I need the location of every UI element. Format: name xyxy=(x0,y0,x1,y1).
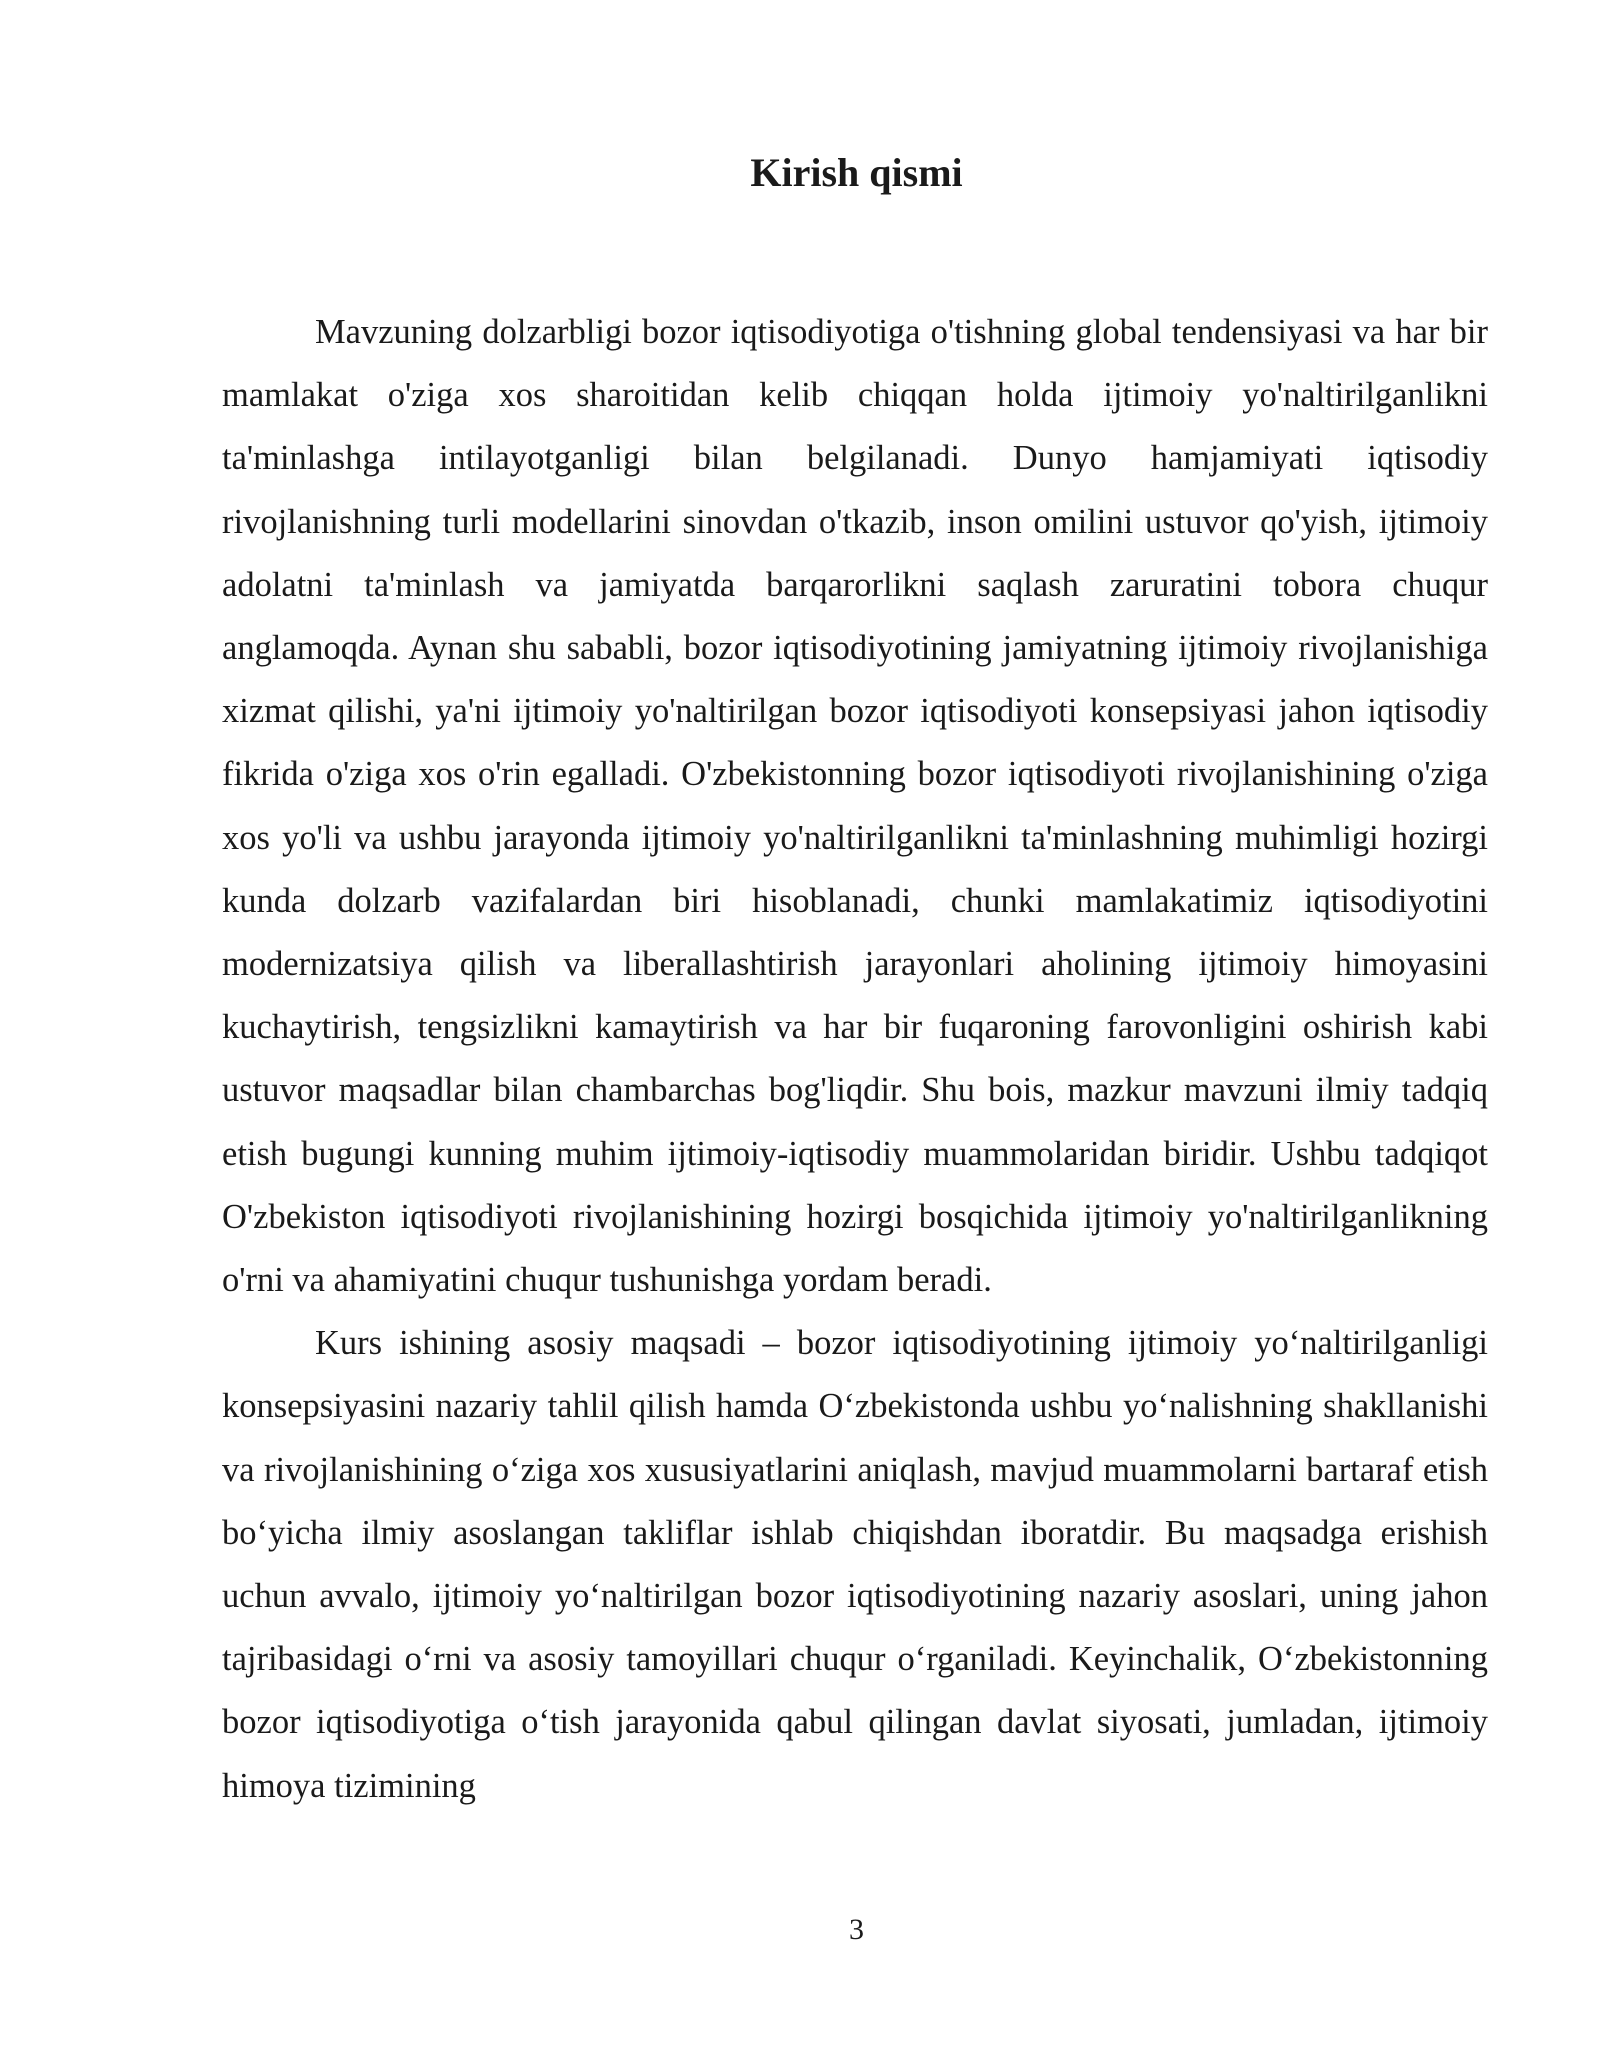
page-number: 3 xyxy=(849,1913,864,1946)
paragraph-relevance: Mavzuning dolzarbligi bozor iqtisodiyotiga o'tishning global tendensiyasi va har bir mamlakat o'ziga xos sharoitidan kelib chiqqan holda ijtimoiy yo'naltirilganlikni ta'minlashga intilayotganligi bilan belgilanadi. Dunyo hamjamiyati iqtisodiy rivojlanishning turli modellarini sinovdan o'tkazib, inson omilini ustuvor qo'yish, ijtimoiy adolatni ta'minlash va jamiyatda barqarorlikni saqlash zaruratini tobora chuqur anglamoqda. Aynan shu sababli, bozor iqtisodiyotining jamiyatning ijtimoiy rivojlanishiga xizmat qilishi, ya'ni ijtimoiy yo'naltirilgan bozor iqtisodiyoti konsepsiyasi jahon iqtisodiy fikrida o'ziga xos o'rin egalladi. O'zbekistonning bozor iqtisodiyoti rivojlanishining o'ziga xos yo'li va ushbu jarayonda ijtimoiy yo'naltirilganlikni ta'minlashning muhimligi hozirgi kunda dolzarb vazifalardan biri hisoblanadi, chunki mamlakatimiz iqtisodiyotini modernizatsiya qilish va liberallashtirish jarayonlari aholining ijtimoiy himoyasini kuchaytirish, tengsizlikni kamaytirish va har bir fuqaroning farovonligini oshirish kabi ustuvor maqsadlar bilan chambarchas bog'liqdir. Shu bois, mazkur mavzuni ilmiy tadqiq etish bugungi kunning muhim ijtimoiy-iqtisodiy muammolaridan biridir. Ushbu tadqiqot O'zbekiston iqtisodiyoti rivojlanishining hozirgi bosqichida ijtimoiy yo'naltirilganlikning o'rni va ahamiyatini chuqur tushunishga yordam beradi. xyxy=(222,313,1488,1300)
body-text xyxy=(222,301,1488,1818)
page-title: Kirish qismi xyxy=(750,150,963,195)
paragraph-goal: Kurs ishining asosiy maqsadi – bozor iqtisodiyotining ijtimoiy yoʻnaltirilganligi konsepsiyasini nazariy tahlil qilish hamda Oʻzbekistonda ushbu yoʻnalishning shakllanishi va rivojlanishining oʻziga xos xususiyatlarini aniqlash, mavjud muammolarni bartaraf etish boʻyicha ilmiy asoslangan takliflar ishlab chiqishdan iboratdir. Bu maqsadga erishish uchun avvalo, ijtimoiy yoʻnaltirilgan bozor iqtisodiyotining nazariy asoslari, uning jahon tajribasidagi oʻrni va asosiy tamoyillari chuqur oʻrganiladi. Keyinchalik, Oʻzbekistonning bozor iqtisodiyotiga oʻtish jarayonida qabul qilingan davlat siyosati, jumladan, ijtimoiy himoya tizimining xyxy=(222,1324,1488,1805)
